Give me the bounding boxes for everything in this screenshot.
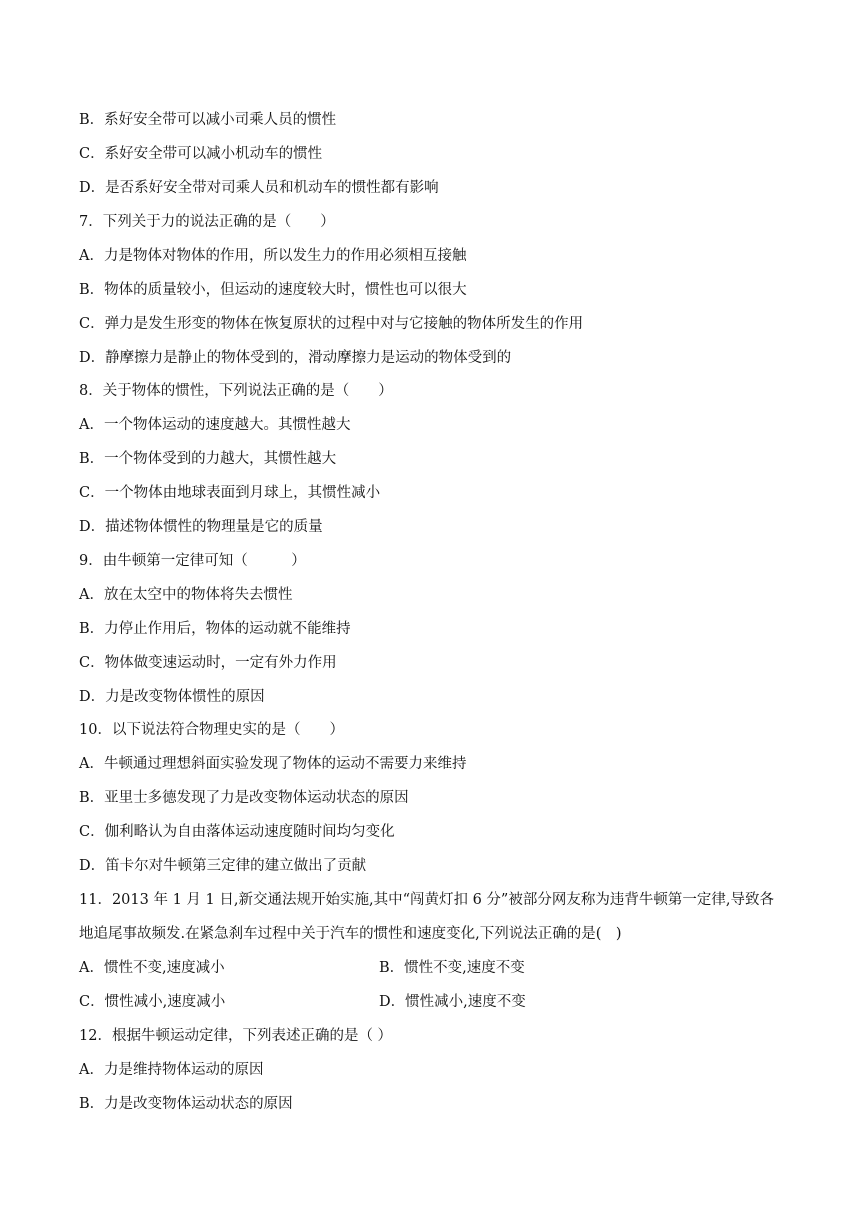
q7-option-a: A．力是物体对物体的作用，所以发生力的作用必须相互接触 xyxy=(79,248,467,264)
q11-options-row1 xyxy=(79,958,800,978)
q6-option-d: D．是否系好安全带对司乘人员和机动车的惯性都有影响 xyxy=(79,180,439,196)
q8-option-a: A．一个物体运动的速度越大。其惯性越大 xyxy=(79,417,351,433)
q9-option-b: B．力停止作用后，物体的运动就不能维持 xyxy=(79,621,351,637)
q11-option-a: A．惯性不变,速度减小 xyxy=(79,960,225,976)
q7-option-b: B．物体的质量较小，但运动的速度较大时，惯性也可以很大 xyxy=(79,282,467,298)
q12-stem: 12．根据牛顿运动定律，下列表述正确的是（ ） xyxy=(79,1028,393,1044)
q12-option-b: B．力是改变物体运动状态的原因 xyxy=(79,1096,293,1112)
q9-option-d: D．力是改变物体惯性的原因 xyxy=(79,689,265,705)
q7-option-d: D．静摩擦力是静止的物体受到的，滑动摩擦力是运动的物体受到的 xyxy=(79,350,512,366)
q11-stem-line1: 11．2013 年 1 月 1 日,新交通法规开始实施,其中“闯黄灯扣 6 分”被部分网友称为违背牛顿第一定律,导致各 xyxy=(79,892,774,908)
q11-option-b: B．惯性不变,速度不变 xyxy=(379,960,525,976)
q8-option-b: B．一个物体受到的力越大，其惯性越大 xyxy=(79,451,337,467)
q8-option-d: D．描述物体惯性的物理量是它的质量 xyxy=(79,519,323,535)
q9-option-a: A．放在太空中的物体将失去惯性 xyxy=(79,587,293,603)
q8-stem: 8．关于物体的惯性，下列说法正确的是（ ） xyxy=(79,383,393,399)
q11-option-c: C．惯性减小,速度减小 xyxy=(79,994,226,1010)
q11-stem-line2: 地追尾事故频发.在紧急刹车过程中关于汽车的惯性和速度变化,下列说法正确的是( ) xyxy=(79,926,622,942)
q9-stem: 9．由牛顿第一定律可知（ ） xyxy=(79,553,306,569)
q7-stem: 7．下列关于力的说法正确的是（ ） xyxy=(79,214,335,230)
q10-option-c: C．伽利略认为自由落体运动速度随时间均匀变化 xyxy=(79,824,395,840)
q12-option-a: A．力是维持物体运动的原因 xyxy=(79,1062,264,1078)
q11-options-row2 xyxy=(79,992,800,1012)
q6-option-b: B．系好安全带可以减小司乘人员的惯性 xyxy=(79,112,337,128)
q11-option-d: D．惯性减小,速度不变 xyxy=(379,994,526,1010)
q6-option-c: C．系好安全带可以减小机动车的惯性 xyxy=(79,146,323,162)
q9-option-c: C．物体做变速运动时，一定有外力作用 xyxy=(79,655,337,671)
q7-option-c: C．弹力是发生形变的物体在恢复原状的过程中对与它接触的物体所发生的作用 xyxy=(79,316,584,332)
q8-option-c: C．一个物体由地球表面到月球上，其惯性减小 xyxy=(79,485,381,501)
q10-option-a: A．牛顿通过理想斜面实验发现了物体的运动不需要力来维持 xyxy=(79,756,467,772)
q10-stem: 10．以下说法符合物理史实的是（ ） xyxy=(79,722,344,738)
q10-option-d: D．笛卡尔对牛顿第三定律的建立做出了贡献 xyxy=(79,858,367,874)
q10-option-b: B．亚里士多德发现了力是改变物体运动状态的原因 xyxy=(79,790,409,806)
